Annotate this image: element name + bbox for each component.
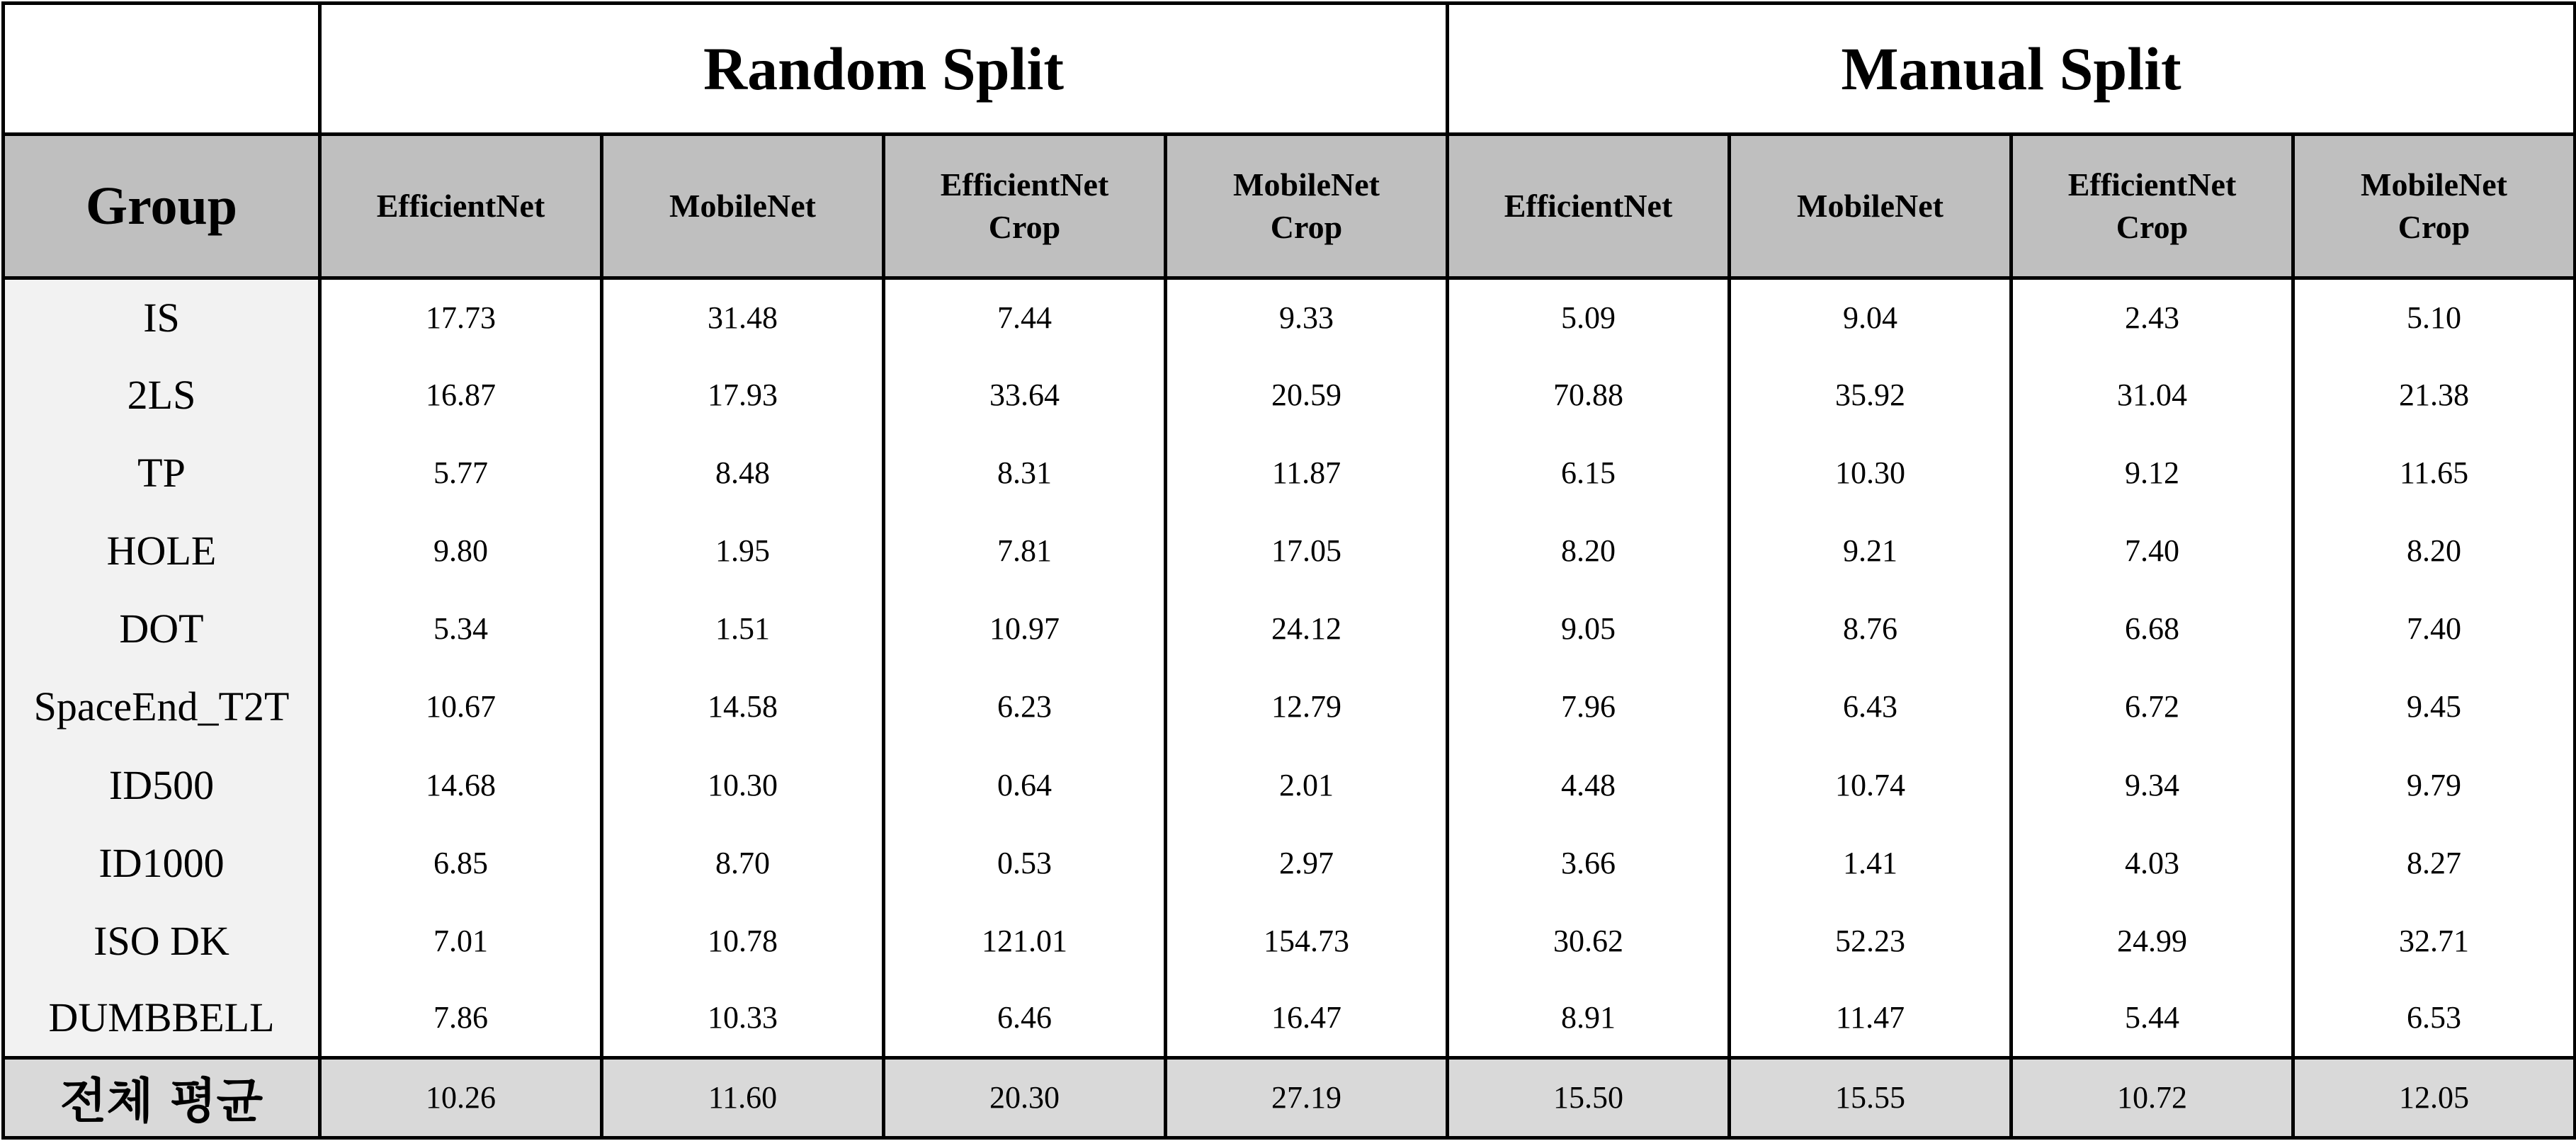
value-cell: 8.27 — [2293, 824, 2575, 902]
model-header-text: MobileNet — [1797, 188, 1944, 225]
group-name-cell: SpaceEnd_T2T — [4, 668, 320, 746]
average-value-cell: 15.50 — [1448, 1057, 1730, 1137]
value-cell: 9.12 — [2012, 434, 2293, 512]
group-name-cell: ID500 — [4, 746, 320, 824]
value-cell: 11.65 — [2293, 434, 2575, 512]
value-cell: 10.33 — [602, 980, 884, 1057]
model-header-text: Crop — [988, 209, 1061, 245]
table-row — [4, 356, 2575, 434]
value-cell: 9.33 — [1166, 278, 1448, 356]
value-cell: 6.15 — [1448, 434, 1730, 512]
average-row — [4, 1057, 2575, 1137]
value-cell: 7.01 — [320, 902, 602, 980]
value-cell: 6.85 — [320, 824, 602, 902]
value-cell: 6.68 — [2012, 590, 2293, 668]
value-cell: 4.48 — [1448, 746, 1730, 824]
group-name-cell: ISO DK — [4, 902, 320, 980]
value-cell: 8.48 — [602, 434, 884, 512]
value-cell: 16.87 — [320, 356, 602, 434]
average-value-cell: 20.30 — [884, 1057, 1166, 1137]
model-header-4 — [1448, 135, 1730, 278]
value-cell: 17.05 — [1166, 512, 1448, 590]
average-value-cell: 27.19 — [1166, 1057, 1448, 1137]
model-header-1 — [602, 135, 884, 278]
split-header-row — [4, 4, 2575, 135]
table-row — [4, 746, 2575, 824]
value-cell: 8.20 — [1448, 512, 1730, 590]
model-header-2 — [884, 135, 1166, 278]
value-cell: 2.97 — [1166, 824, 1448, 902]
value-cell: 7.81 — [884, 512, 1166, 590]
value-cell: 9.05 — [1448, 590, 1730, 668]
value-cell: 2.01 — [1166, 746, 1448, 824]
model-header-0 — [320, 135, 602, 278]
value-cell: 6.72 — [2012, 668, 2293, 746]
model-header-text: MobileNet — [1233, 166, 1380, 203]
value-cell: 121.01 — [884, 902, 1166, 980]
value-cell: 21.38 — [2293, 356, 2575, 434]
value-cell: 1.95 — [602, 512, 884, 590]
table-row — [4, 668, 2575, 746]
value-cell: 7.44 — [884, 278, 1166, 356]
value-cell: 11.87 — [1166, 434, 1448, 512]
value-cell: 24.12 — [1166, 590, 1448, 668]
value-cell: 6.46 — [884, 980, 1166, 1057]
model-header-text: EfficientNet — [1504, 188, 1673, 225]
group-name-cell: DUMBBELL — [4, 980, 320, 1057]
group-name-cell: HOLE — [4, 512, 320, 590]
value-cell: 6.43 — [1730, 668, 2012, 746]
value-cell: 1.41 — [1730, 824, 2012, 902]
value-cell: 6.53 — [2293, 980, 2575, 1057]
value-cell: 16.47 — [1166, 980, 1448, 1057]
value-cell: 10.30 — [602, 746, 884, 824]
model-header-text: MobileNet — [669, 188, 816, 225]
value-cell: 17.93 — [602, 356, 884, 434]
model-header-row — [4, 135, 2575, 278]
value-cell: 52.23 — [1730, 902, 2012, 980]
model-header-5 — [1730, 135, 2012, 278]
value-cell: 9.34 — [2012, 746, 2293, 824]
table-body — [4, 278, 2575, 1138]
value-cell: 30.62 — [1448, 902, 1730, 980]
value-cell: 8.76 — [1730, 590, 2012, 668]
model-header-text: EfficientNet — [2067, 166, 2237, 203]
table-row — [4, 590, 2575, 668]
group-name-cell: DOT — [4, 590, 320, 668]
value-cell: 9.21 — [1730, 512, 2012, 590]
corner-cell — [4, 4, 320, 135]
model-header-text: Crop — [1270, 209, 1343, 245]
value-cell: 5.34 — [320, 590, 602, 668]
value-cell: 7.40 — [2012, 512, 2293, 590]
value-cell: 0.64 — [884, 746, 1166, 824]
group-name-cell: IS — [4, 278, 320, 356]
value-cell: 10.97 — [884, 590, 1166, 668]
value-cell: 8.31 — [884, 434, 1166, 512]
value-cell: 5.44 — [2012, 980, 2293, 1057]
value-cell: 9.45 — [2293, 668, 2575, 746]
group-name-cell: TP — [4, 434, 320, 512]
value-cell: 14.68 — [320, 746, 602, 824]
table-row — [4, 902, 2575, 980]
value-cell: 24.99 — [2012, 902, 2293, 980]
value-cell: 10.74 — [1730, 746, 2012, 824]
table-row — [4, 512, 2575, 590]
value-cell: 9.80 — [320, 512, 602, 590]
average-value-cell: 12.05 — [2293, 1057, 2575, 1137]
average-value-cell: 15.55 — [1730, 1057, 2012, 1137]
average-value-cell: 10.72 — [2012, 1057, 2293, 1137]
value-cell: 3.66 — [1448, 824, 1730, 902]
group-name-cell: ID1000 — [4, 824, 320, 902]
value-cell: 4.03 — [2012, 824, 2293, 902]
value-cell: 5.10 — [2293, 278, 2575, 356]
value-cell: 7.96 — [1448, 668, 1730, 746]
value-cell: 70.88 — [1448, 356, 1730, 434]
results-table — [1, 1, 2576, 1140]
value-cell: 17.73 — [320, 278, 602, 356]
model-header-text: Crop — [2398, 209, 2470, 245]
model-header-text: EfficientNet — [940, 166, 1109, 203]
value-cell: 8.20 — [2293, 512, 2575, 590]
value-cell: 1.51 — [602, 590, 884, 668]
group-name-cell: 2LS — [4, 356, 320, 434]
value-cell: 9.79 — [2293, 746, 2575, 824]
value-cell: 20.59 — [1166, 356, 1448, 434]
value-cell: 8.70 — [602, 824, 884, 902]
table-row — [4, 824, 2575, 902]
average-value-cell: 10.26 — [320, 1057, 602, 1137]
split-title-random: Random Split — [320, 4, 1448, 135]
value-cell: 8.91 — [1448, 980, 1730, 1057]
value-cell: 12.79 — [1166, 668, 1448, 746]
group-column-header: Group — [4, 135, 320, 278]
value-cell: 35.92 — [1730, 356, 2012, 434]
value-cell: 5.77 — [320, 434, 602, 512]
value-cell: 33.64 — [884, 356, 1166, 434]
average-label: 전체 평균 — [4, 1057, 320, 1137]
table-row — [4, 434, 2575, 512]
value-cell: 5.09 — [1448, 278, 1730, 356]
model-header-text: EfficientNet — [376, 188, 545, 225]
split-title-manual: Manual Split — [1448, 4, 2575, 135]
model-header-7 — [2293, 135, 2575, 278]
table-row — [4, 278, 2575, 356]
value-cell: 31.04 — [2012, 356, 2293, 434]
model-header-3 — [1166, 135, 1448, 278]
average-value-cell: 11.60 — [602, 1057, 884, 1137]
value-cell: 31.48 — [602, 278, 884, 356]
value-cell: 6.23 — [884, 668, 1166, 746]
model-header-6 — [2012, 135, 2293, 278]
value-cell: 154.73 — [1166, 902, 1448, 980]
table-row — [4, 980, 2575, 1057]
value-cell: 10.78 — [602, 902, 884, 980]
value-cell: 2.43 — [2012, 278, 2293, 356]
value-cell: 10.30 — [1730, 434, 2012, 512]
value-cell: 32.71 — [2293, 902, 2575, 980]
value-cell: 7.40 — [2293, 590, 2575, 668]
value-cell: 11.47 — [1730, 980, 2012, 1057]
value-cell: 9.04 — [1730, 278, 2012, 356]
value-cell: 14.58 — [602, 668, 884, 746]
model-header-text: Crop — [2116, 209, 2189, 245]
model-header-text: MobileNet — [2361, 166, 2507, 203]
value-cell: 0.53 — [884, 824, 1166, 902]
value-cell: 7.86 — [320, 980, 602, 1057]
value-cell: 10.67 — [320, 668, 602, 746]
